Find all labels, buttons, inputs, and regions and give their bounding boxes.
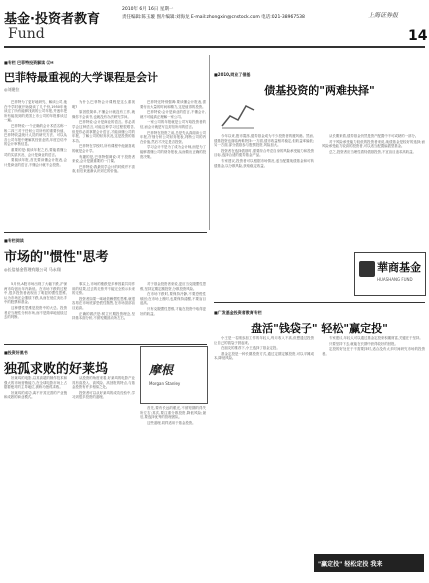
masthead-rule xyxy=(4,46,425,48)
article-title: 市场的"惯性"思考 xyxy=(4,250,109,265)
masthead-brand: 基金·投资者教育 xyxy=(4,12,100,27)
article-market-inertia xyxy=(4,234,206,342)
article-column: 为什么巴菲特会计课程是这么重视呢? 原因很简单,不懂会计就没有工作,就像你不会读书,也就没有办法研究学问。 巴菲特说:会计是商业的语言。你必须学会这种语言,可能这种学习过程很艰苦,但是你必须掌握会计语言,才能读懂公司的年报、了解公司的财务状况,这是投资的基本功。 巴菲特在学校时,所有课程中他最喜欢的就是会计学。 有趣的是,巴菲特强调说:对于投资者来说,会计是最重要的一门课。 巴菲特说:我最初学会计的时候并不喜欢,但后来逐渐认识到它的价值。 xyxy=(72,100,135,174)
article-column: 5月份,A股市场出现了大幅下跌,沪深两市均创出年内新低。在市场下跌的过程中,很多投资者表现出了明显的惯性思维,认为市场还会继续下跌,从而在低位卖出手中的股票和基金。 这种惯性思维是投资中的大忌。投资者应当理性分析市场,而不是简单地延续过去的判断。 xyxy=(4,282,67,320)
article-column: 巴菲特还特别强调:要读懂会计报表,需要付出大量的时间和精力,这是值得的投资。 巴菲特说:会计是商业的语言,不懂会计,就不可能真正理解一家公司。 一家公司的年报就是公司写给投资者的信,而会计就是写这封信所用的语言。 巴菲特在投资之前,总是先认真阅读公司年报,仔细分析公司财务报表,判断公司的内在价值,然后才决定是否投资。 学习会计不是为了成为会计师,而是为了能够看懂公司的财务报表,从而做出正确的投资决策。 xyxy=(140,100,206,159)
column-divider xyxy=(209,55,210,230)
section-rule xyxy=(214,302,425,303)
article-column: 对于基金投资者来说,更应当克服惯性思维,坚持定期定额投资,分散投资风险。 在市场下跌时,要保持冷静,不要恐慌性赎回;在市场上涨时,也要保持清醒,不要盲目追高。 只有克服惯性思维,才能在投资中取得更好的收益。 xyxy=(140,282,206,316)
article-title: 独孤求败的好莱坞 xyxy=(4,362,109,377)
article-byline: ◎长信基金管理有限公司 马永翔 xyxy=(4,267,61,272)
article-bond-fund xyxy=(214,52,425,302)
masthead-editor: 责任编辑:陈玉璇 图片编辑:刘海龙 E-mail:zhongxin@cnstock.com 电话:021-38967538 xyxy=(122,15,305,20)
article-column: 事实上,市场的涨跌是多种因素共同作用的结果,过去的走势并不能完全预示未来的走势。 投资者如果一味地依赖惯性思维,就很容易在市场底部恐慌性抛售,在市场顶部盲目追高。 正确的做法是:树立长期投资理念,坚持基本面分析,不被短期波动所左右。 xyxy=(72,282,135,321)
cartoon-sub: Morgan Stanley xyxy=(149,381,181,386)
chart-illustration xyxy=(220,96,256,130)
fund-logo-icon xyxy=(359,261,375,277)
fixed-investment-advert xyxy=(314,554,424,572)
masthead-date: 2010年 6月 16日 星期一 xyxy=(122,7,174,12)
article-column: 今年以来,股市震荡,债券基金成为不少投资者的避风港。然而,债基投资也面临两难抉择:一方面,债市收益相对稳定,但收益率偏低;另一方面,部分债基参与股票投资,风险加大。 投资者在选择债基时,需要综合考虑自身的风险承受能力和投资目标,选择合适的债券基金产品。 专家建议,投资者可以根据市场情况,适当配置纯债基金和可转债基金,以分散风险,获取稳定收益。 xyxy=(214,134,314,168)
article-kicker: ■广发基金投资者教育专栏 xyxy=(214,310,262,315)
article-column: 从投资的角度来看,好莱坞的电影产业具有高投入、高风险、高回报的特点,与基金投资有许多相似之处。 投资者可以从好莱坞的成功经验中,学习到很多投资的道理。 xyxy=(72,376,135,400)
article-column: 好莱坞的电影,以其高超的制作技术和强大的市场营销能力,在全球电影市场上占据着绝对的主导地位,被称为独孤求败。 好莱坞的成功,离不开其完善的产业链和成熟的商业模式。 xyxy=(4,376,67,400)
masthead xyxy=(0,0,429,50)
section-rule xyxy=(4,344,207,345)
section-rule xyxy=(4,232,207,233)
article-column: 专家建议,年轻人可以通过基金定投来积累财富,关键在于坚持。 只要坚持下去,就能在长期中获得较好的回报。 定投的好处在于不需要择时,适合没有太多时间研究市场的投资者。 xyxy=(322,336,425,356)
article-kicker: ■投资好黑书 xyxy=(4,350,28,355)
article-title: 巴菲特最重视的大学课程是会计 xyxy=(4,71,158,84)
masthead-paper: 上海证券报 xyxy=(368,12,399,19)
article-kicker: ■专栏 巴菲特投资解读 ⑵④ xyxy=(4,60,54,65)
cartoon-caption: 摩根 xyxy=(149,363,174,377)
advert-text: "赢定投" 轻松定投 我来 xyxy=(318,561,383,568)
fund-advert xyxy=(354,252,426,296)
article-fixed-investment xyxy=(214,304,425,579)
cartoon-box xyxy=(140,346,208,404)
article-byline: ◎刘建位 xyxy=(4,87,20,92)
article-buffett xyxy=(4,52,206,230)
article-kicker: ■专栏阅读 xyxy=(4,238,24,243)
article-title: 盘活"钱袋子" 轻松"赢定投" xyxy=(251,322,388,335)
article-title: 债基投资的"两难抉择" xyxy=(264,84,375,97)
article-column: 巴菲特为了更好地研究、解读公司,他在中学时就开始阅读了几千份,1950年他读过了所有能够找到的公司年报,并逐年把所有能找到的美国上市公司的年报都读过一遍。 巴菲特说:一个正确的会计术语名称一般二四三对于任何公司所有的重要价值、巴菲特收益统计人员的研究方法、可以从各公司年报中理解其经营业绩,年度总结中的会计审核信息。 重要的是:阅读年报之后,要能看懂公司的实质状况、会计是商业的语言。 要阅读年报,首先要读懂会计报表,会计是商业的语言,不懂会计就不会投资。 xyxy=(4,100,67,167)
chart-illustration-icon xyxy=(220,96,256,130)
article-kicker: ■2010,同业了借基 xyxy=(214,72,251,77)
article-hollywood xyxy=(4,346,206,579)
masthead-section-en: Fund xyxy=(8,26,45,42)
fund-advert-sub: HUASHANG FUND xyxy=(377,277,413,282)
fund-advert-brand: 華商基金 xyxy=(377,261,421,274)
page-number: 14 xyxy=(408,28,428,44)
article-column: 从长期来看,债券基金仍然是资产配置中不可或缺的一部分。 对于风险承受能力较低的投资者来说,纯债基金是较好的选择;而风险承受能力较高的投资者,可以适当配置偏债型基金。 总之,投资者应当理性看待债基投资,不宜盲目追求高收益。 xyxy=(322,134,425,154)
article-column: 小王是一名刚参加工作的年轻人,每月收入不高,但想通过投资让自己的钱袋子鼓起来。 在朋友的推荐下,小王选择了基金定投。 基金定投是一种长期投资方式,通过定期定额投资,可以平摊成本,降低风险。 xyxy=(214,336,314,361)
article-column: 首先,要有长远的眼光,不被短期的得失所左右;其次,要注重分散投资,降低风险;最后,要选择优秀的管理团队。 这些道理,同样适用于基金投资。 xyxy=(140,406,206,425)
